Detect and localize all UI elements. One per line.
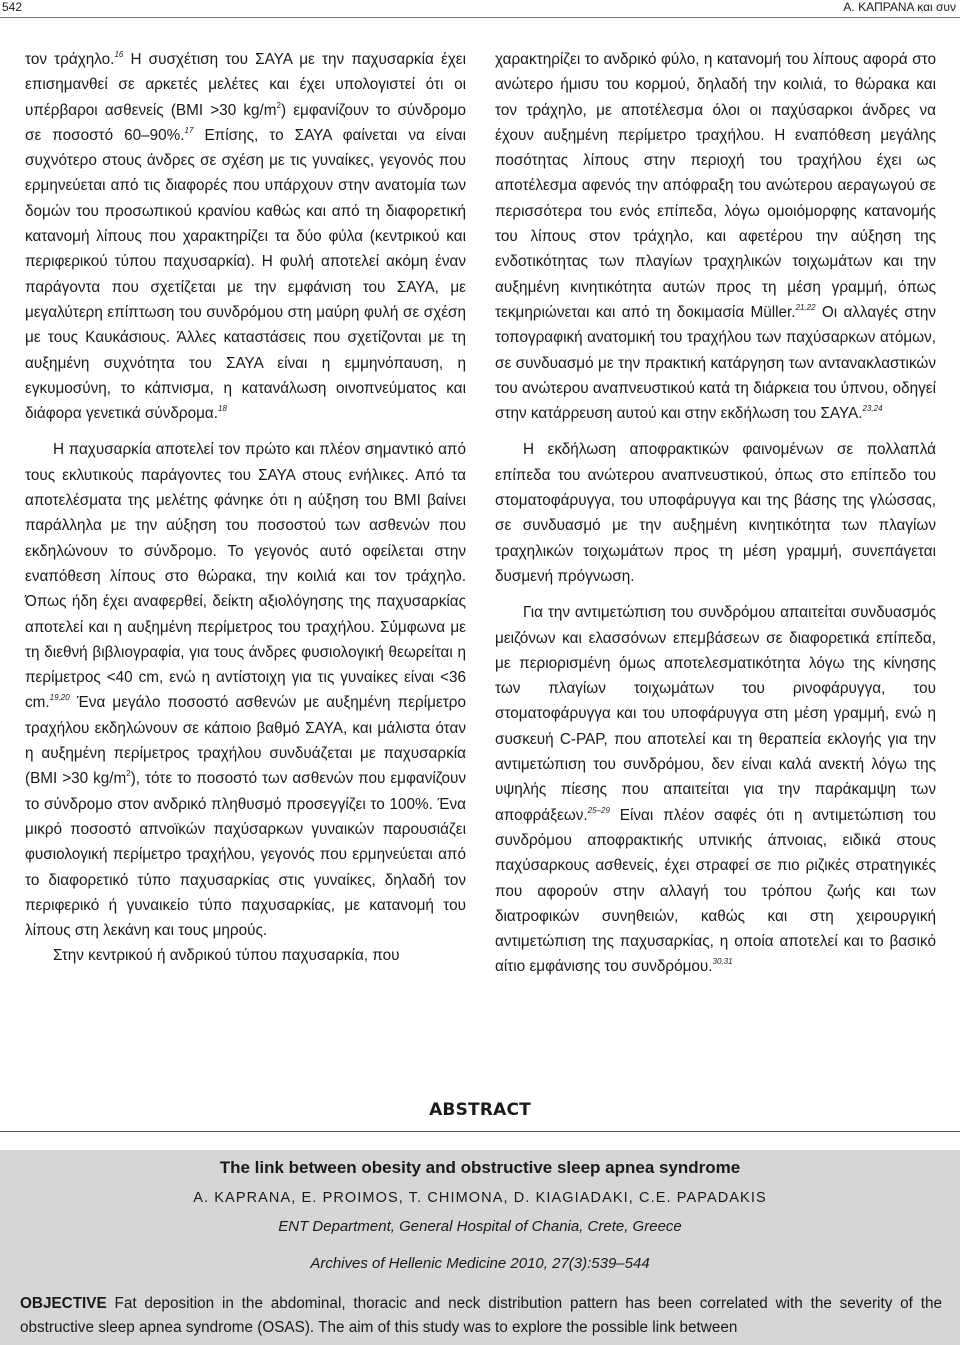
text-run: χαρακτηρίζει το ανδρικό φύλο, η κατανομή του λίπους αφορά στο ανώτερο ήμισυ του κορμού, δηλαδή την κοιλιά, το θώρακα και τον τράχηλο, με αποτέλεσμα όλοι οι παχύσαρκοι άνδρες να έχουν αυξημένη περίμετρο τραχήλου. Η εναπόθεση μεγάλης ποσότητας λίπους στην περιοχή του τραχήλου έχει ως αποτέλεσμα αφενός την απόφραξη του ανώτερου αεραγωγού σε περισσότερα του ενός επίπεδα, λόγω ομοιόμορφης κατανομής του λίπους στον τράχηλο, και αφετέρου την αύξηση της ενδοτικότητας των πλαγίων τραχηλικών τοιχωμάτων και την αυξημένη κινητικότητα αυτών προς τη μέση γραμμή, όπως τεκμηριώνεται και από τη δοκιμασία Müller. <box>495 51 936 321</box>
objective-label: OBJECTIVE <box>20 1295 107 1312</box>
abstract-objective <box>20 1292 942 1340</box>
right-paragraph-3 <box>495 600 936 979</box>
abstract-box <box>0 1150 960 1345</box>
text-run: Επίσης, το ΣΑΥΑ φαίνεται να είναι συχνότερο στους άνδρες σε σχέση με τις γυναίκες, γεγονός που ερμηνεύεται από τις διαφορές που υπάρχουν στην ανατομία των δομών του προσωπικού κρανίου καθώς και από τη διαφορετική κατανομή λίπους που χαρακτηρίζει τα δύο φύλα (κεντρικού και περιφερικού τύπου παχυσαρκία). Η φυλή αποτελεί ακόμη έναν παράγοντα που σχετίζεται με την εμφάνιση του ΣΑΥΑ, με μεγαλύτερη επίπτωση του συνδρόμου στη μαύρη φυλή σε σχέση με τους Καυκάσιους. Άλλες καταστάσεις που σχετίζονται με τη αυξημένη συχνότητα του ΣΑΥΑ είναι η εμμηνόπαυση, η εγκυμοσύνη, το κάπνισμα, η κατανάλωση οινοπνεύματος και διάφορα γενετικά σύνδρομα. <box>25 126 467 423</box>
left-paragraph-2 <box>25 437 466 943</box>
running-head: Α. ΚΑΠΡΑΝΑ και συν <box>843 0 956 14</box>
text-run: Ένα μεγάλο ποσοστό ασθενών με αυξημένη περίμετρο τραχήλου εκδηλώνουν σε κάποιο βαθμό ΣΑΥΑ, και μάλιστα όταν η αυξημένη περίμετρος τραχήλου συνδυάζεται με παχυσαρκία (BMI >30 kg/m <box>25 694 466 788</box>
superscript: 2 <box>126 769 131 779</box>
left-paragraph-3: Στην κεντρικού ή ανδρικού τύπου παχυσαρκία, που <box>53 947 400 965</box>
text-run: ) εμφανίζουν το σύνδρομο σε ποσοστό 60–90%. <box>25 101 466 144</box>
citation: 25–29 <box>587 805 610 815</box>
abstract-heading: ABSTRACT <box>429 1100 531 1120</box>
page-header <box>0 0 960 14</box>
header-rule <box>0 17 960 18</box>
abstract-affiliation: ENT Department, General Hospital of Chania, Crete, Greece <box>278 1218 682 1235</box>
abstract-journal: Archives of Hellenic Medicine 2010, 27(3):539–544 <box>310 1255 650 1272</box>
left-paragraph-1 <box>25 47 466 426</box>
text-run: Για την αντιμετώπιση του συνδρόμου απαιτείται συνδυασμός μειζόνων και ελασσόνων επεμβάσεων σε διαφορετικά επίπεδα, με περιορισμένη όμως αποτελεσματικότητα λόγω της κίνησης των πλαγίων τοιχωμάτων του ρινοφάρυγγα, του στοματοφάρυγγα και του υποφάρυγγα στη μέση γραμμή, ενώ η συσκευή C-PAP, που αποτελεί και τη θεραπεία εκλογής για την αντιμετώπιση του συνδρόμου, δεν είναι καλά ανεκτή λόγω της υψηλής πίεσης που απαιτείται για την παράκαμψη των αποφράξεων. <box>495 604 936 824</box>
citation: 18 <box>218 404 227 414</box>
text-run: ), τότε το ποσοστό των ασθενών που εμφανίζουν το σύνδρομο στον ανδρικό πληθυσμό προσεγγίζει το 100%. Ένα μικρό ποσοστό απνοϊκών παχύσαρκων γυναικών παρουσιάζει φυσιολογική περίμετρο τραχήλου, γεγονός που ερμηνεύεται από το διαφορετικό τύπο παχυσαρκίας στις γυναίκες, δηλαδή τον περιφερικό ή γυναικείο τύπο παχυσαρκίας, με κατανομή του λίπους στη λεκάνη και τους μηρούς. <box>25 770 467 940</box>
citation: 23,24 <box>862 404 883 414</box>
citation: 21,22 <box>795 302 816 312</box>
citation: 19,20 <box>49 693 70 703</box>
text-run: τον τράχηλο. <box>25 51 115 68</box>
citation: 30,31 <box>712 957 733 967</box>
text-run: Η παχυσαρκία αποτελεί τον πρώτο και πλέον σημαντικό από τους εκλυτικούς παράγοντες του ΣΑΥΑ στους ενήλικες. Από τα αποτελέσματα της μελέτης φάνηκε ότι η αύξηση του BMI βαίνει παράλληλα με την αύξηση του ποσοστού των ασθενών που εκδηλώνουν το σύνδρομο. Το γεγονός αυτό οφείλεται στην εναπόθεση λίπους στο θώρακα, την κοιλιά και τον τράχηλο. Όπως ήδη έχει αναφερθεί, δείκτη αξιολόγησης της παχυσαρκίας αποτελεί και η αυξημένη περίμετρος του τραχήλου. Σύμφωνα με τη διεθνή βιβλιογραφία, για τους άνδρες φυσιολογική θεωρείται η περίμετρος <40 cm, ενώ η αντίστοιχη για τις γυναίκες είναι <36 cm. <box>25 441 466 712</box>
left-column <box>25 47 466 969</box>
citation: 17 <box>184 125 194 135</box>
right-paragraph-1 <box>495 47 936 426</box>
objective-text: Fat deposition in the abdominal, thoracic and neck distribution pattern has been correlated with the severity of the obstructive sleep apnea syndrome (OSAS). The aim of this study was to explore the possible link between <box>20 1295 942 1336</box>
text-run: Είναι πλέον σαφές ότι η αντιμετώπιση του συνδρόμου αποφρακτικής υπνικής άπνοιας, ειδικά στους παχύσαρκους ασθενείς, έχει στραφεί σε πιο ριζικές στρατηγικές που αφορούν στην αλλαγή του τρόπου ζωής και των διατροφικών συνηθειών, καθώς και στη χειρουργική αντιμετώπιση της παχυσαρκίας, η οποία αποτελεί και το βασικό αίτιο εμφάνισης του συνδρόμου. <box>495 806 936 976</box>
text-run: Οι αλλαγές στην τοπογραφική ανατομική του τραχήλου των παχύσαρκων ατόμων, σε συνδυασμό με την πρακτική κατάργηση των αντανακλαστικών του ανώτερου αναπνευστικού κατά τη διάρκεια του ύπνου, οδηγεί στην κατάρρευση αυτού και στην εκδήλωση του ΣΑΥΑ. <box>495 303 936 423</box>
text-run: Η συσχέτιση του ΣΑΥΑ με την παχυσαρκία έχει επισημανθεί σε αρκετές μελέτες και έχει υπολογιστεί ότι οι υπέρβαροι ασθενείς (BMI >30 kg/m <box>25 51 467 119</box>
superscript: 2 <box>276 100 281 110</box>
abstract-rule <box>0 1131 960 1132</box>
page-number: 542 <box>2 0 23 14</box>
citation: 16 <box>114 49 124 59</box>
right-column <box>495 47 936 980</box>
abstract-title: The link between obesity and obstructive sleep apnea syndrome <box>219 1158 741 1177</box>
right-paragraph-2: Η εκδήλωση αποφρακτικών φαινομένων σε πολλαπλά επίπεδα του ανώτερου αναπνευστικού, όπως στο επίπεδο του στοματοφάρυγγα, του υποφάρυγγα και της βάσης της γλώσσας, σε συνδυασμό με την αυξημένη κινητικότητα των πλαγίων τραχηλικών τοιχωμάτων προς τη μέση γραμμή, συνεπάγεται δυσμενή πρόγνωση. <box>495 441 936 585</box>
abstract-authors: A. KAPRANA, E. PROIMOS, T. CHIMONA, D. KIAGIADAKI, C.E. PAPADAKIS <box>193 1190 767 1206</box>
